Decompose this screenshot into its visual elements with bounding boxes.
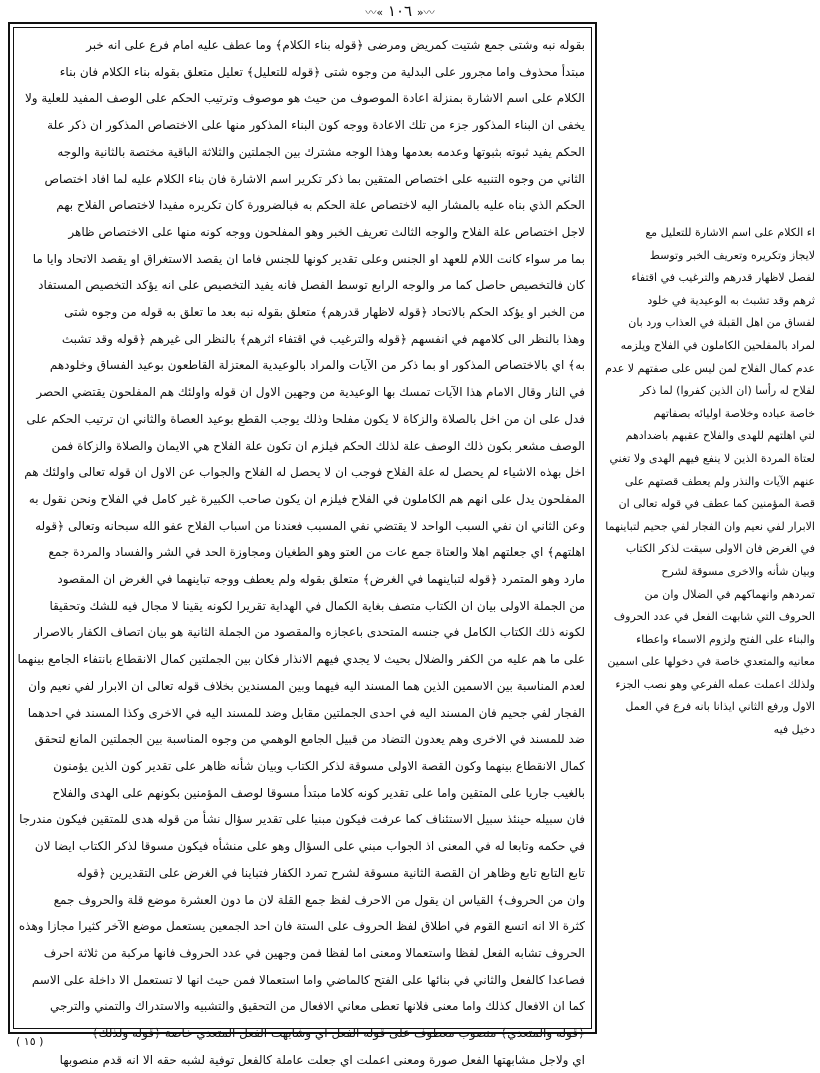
main-text-line: من الجملة الاولى بيان ان الكتاب متصف بغاية الكمال في الهداية تقريرا لكونه يقينا لا مجال فيه للشك وتحقيقا [49, 598, 585, 613]
main-text-line: ﴿قوله والمتعدي﴾ منصوب معطوف على قوله الفعل اي وشابهت الفعل المتعدي خاصة ﴿قوله ولذلك﴾ [91, 1026, 585, 1041]
main-text-line: المفلحون يدل على انهم هم الكاملون في الفلاح فيلزم ان يكون صاحب الكبيرة غير كامل في الفلاح ونحن نقول به [28, 491, 585, 506]
main-text-line: كان فالتخصيص حاصل كما مر والوجه الرابع توسط الفصل فانه يفيد التخصيص على انه يؤكد التخصيص المستفاد [38, 278, 585, 293]
main-text-line: مارد وهو المتمرد ﴿قوله لتباينهما في الغرض﴾ متعلق بقوله ولم يعطف ووجه تباينهما في الغرض ان المقصود [57, 572, 585, 587]
marginal-text-line: لعتاة المردة الذين لا ينفع فيهم الهدى ولا تغني [609, 451, 815, 465]
main-text-line: ضد للمسند في الاخرى وهم يعدون التضاد من قبيل الجامع الوهمي من وجوه المناسبة بين الجملتين المانع لتحقق [34, 732, 585, 747]
main-text-line: من الخبر او يؤكد الحكم بالاتحاد ﴿قوله لاظهار قدرهم﴾ متعلق بقوله نبه بعد ما تعلق به قوله من وجوه شتى [64, 305, 585, 320]
marginal-text-line: الابرار لفي نعيم وان الفجار لفي جحيم لتباينهما [605, 519, 815, 533]
page-number [340, 0, 460, 22]
main-text-line: لكونه ذلك الكتاب الكامل في جنسه المتحدى باعجازه والمقصود من الجملة الثانية هو بيان اتصاف الكفار بالاصرار [33, 625, 585, 640]
main-text-line: الثاني من وجوه التنبيه على اختصاص المتقين بما ذكر تكرير اسم الاشارة فان بناء الكلام عليه لما افاد اختصاص [44, 171, 585, 186]
footer-signature-mark: ( ١٥ ) [16, 1035, 44, 1048]
main-text-line: اي ولاجل مشابهتها الفعل صورة ومعنى اعملت اي جعلت عاملة كالفعل توفية لشبه حقه الا انه قدم منصوبها [59, 1052, 585, 1067]
main-text-line: الفجار لفي جحيم فان المسند اليه في احدى الجملتين مقابل وضد للمسند اليه في الاخرى وكذا المسند في احدهما [27, 705, 585, 720]
main-text-line: الحكم يفيد ثبوته بثبوتها وعدمه بعدمها وهذا الوجه مشترك بين الجملتين والثلاثة الباقية مختصة بالثانية والوجه [57, 144, 585, 159]
marginal-text-line: تمردهم وانهماكهم في الضلال وان من [644, 587, 815, 601]
main-text-line: بالغيب جاريا على المتقين واما على تقدير كونه كلاما مبتدأ مسوقا لوصف المؤمنين بكونهم على الهدى والفلاح [52, 785, 585, 800]
main-text-line: وهذا بالنظر الى كلامهم في انفسهم ﴿قوله والترغيب في اقتفاء اثرهم﴾ بالنظر الى غيرهم ﴿قوله وقد تشبث [61, 331, 585, 346]
main-text-line: اهلتهم﴾ اي جعلتهم اهلا والعتاة جمع عات من العتو وهو الطغيان ومجاوزة الحد في الشر والفساد والمردة جمع [48, 545, 585, 560]
main-text-line: وعن الثاني ان نفي السبب الواحد لا يقتضي نفي المسبب فعندنا من اسباب الفلاح عفو الله سبحانه وتعالى ﴿قوله [35, 518, 585, 533]
main-text-line: فان سبيله حينئذ سبيل الاستئناف كما عرفت فيكون مبنيا على تقدير سؤال نشأ من قوله هدى للمتقين فيكون مندرجا [19, 812, 585, 827]
marginal-text-line: دخيل فيه [773, 723, 815, 737]
marginal-text-line: اء الكلام على اسم الاشارة للتعليل مع [645, 226, 815, 239]
marginal-text-line: في الغرض فان الاولى سيقت لذكر الكتاب [625, 542, 815, 556]
marginal-text-line: لمراد بالمفلحين الكاملون في الفلاح ويلزمه [620, 338, 815, 352]
main-commentary-text [14, 28, 591, 1073]
marginal-text-line: لفصل لاظهار قدرهم والترغيب في اقتفاء [631, 271, 815, 285]
marginal-text-line: لايجاز وتكريره وتعريف الخبر وتوسط [649, 248, 815, 262]
marginal-text-line: وبيان شأنه والاخرى مسوقة لشرح [661, 564, 815, 578]
marginal-text-line: ولذلك اعملت عمله الفرعي وهو نصب الجزء [615, 677, 815, 691]
marginal-text-line: لتي اهلتهم للهدى والفلاح عقبهم باضدادهم [625, 429, 815, 443]
main-text-line: وان من الحروف﴾ القياس ان يقول من الاحرف لفظ جمع القلة لان ما دون العشرة موضع قلة والحروف جمع [53, 892, 585, 907]
main-text-line: كمال الانقطاع بينهما وكون القصة الاولى مسوقة لذكر الكتاب وبيان شأنه ظاهر على تقدير كون الذين يؤمنون [53, 758, 585, 773]
marginal-text-line: لفساق من اهل القبلة في العذاب ورد بان [628, 316, 815, 330]
main-text-line: كثرة الا انه اتسع القوم في اطلاق لفظ الحروف على الستة فان احد الجمعين يستعمل موضع الآخر كثيرا مجازا وهذه [18, 919, 585, 934]
main-text-line: لعدم المناسبة بين الاسمين الذين هما المسند اليه فيهما وبين المسندين بخلاف قوله تعالى ان الابرار لفي نعيم وان [28, 678, 585, 693]
marginal-text-line: عنهم الآيات والنذر ولم يعطف قصتهم على [624, 474, 815, 488]
main-text-line: بقوله نبه وشتى جمع شتيت كمريض ومرضى ﴿قوله بناء الكلام﴾ وما عطف عليه امام فرع على انه خبر [86, 38, 585, 52]
marginal-text-line: ثرهم وقد تشبث به الوعيدية في خلود [647, 293, 815, 307]
marginal-text-line: الاول ورفع الثاني ايذانا بانه فرع في العمل [625, 700, 815, 714]
main-text-line: على ما هم عليه من الكفر والضلال بحيث لا يجدي فيهم الانذار فكان بين الجملتين كمال الانقطاع بانتفاء الجامع بينهما [17, 652, 585, 667]
main-text-line: الحكم الذي بناه عليه بالمشار اليه لاختصاص علة الحكم به فبالضرورة كان تكريره مفيدا لاختصاص الفلاح بهم [56, 198, 585, 213]
main-text-line: في حكمه وتابعا له في المعنى اذ الجواب مبني على السؤال وهو على منشأه فيكون مسوقا لذكر الكتاب ايضا لان [34, 839, 585, 854]
main-text-line: تابع التابع تابع وظاهر ان القصة الثانية مسوقة لشرح تمرد الكفار فتباينا في الغرض على التقديرين ﴿قوله [76, 865, 585, 880]
main-text-line: به﴾ اي بالاختصاص المذكور او بما ذكر من الآيات والمراد بالوعيدية المعتزلة القاطعون بوعيد الفساق وخلودهم [49, 358, 585, 373]
marginal-text [603, 222, 815, 742]
marginal-text-line: معانيه والمتعدي خاصة في دخولها على اسمين [607, 655, 815, 669]
main-text-line: الحروف تشابه الفعل لفظا واستعمالا ومعنى اما لفظا فمن وجهين في عدد الحروف فانها مركبة من ثلاثة احرف [43, 945, 585, 960]
main-text-line: اخل بهذه الاشياء لم يحصل له علة الفلاح فوجب ان لا يحصل له الفلاح والجواب عن الاول ان قوله تعالى واولئك هم [24, 465, 585, 480]
marginal-text-line: الحروف التي شابهت الفعل في عدد الحروف [613, 610, 815, 624]
main-text-line: فصاعدا كالفعل والثاني في بنائها على الفتح كالماضي واما استعمالا فمن حيث انها لا تستعمل الا داخلة على الاسم [31, 972, 585, 987]
marginal-text-line: خاصة عباده وخلاصة اوليائه بصفاتهم [653, 406, 815, 420]
main-text-line: بما مر سواء كانت اللام للعهد او الجنس وعلى تقدير كونها للجنس فاما ان يقصد الاستغراق او يقصد الاتحاد وايا ما [32, 251, 585, 266]
main-text-line: في النار وقال الامام هذا الآيات تمسك بها الوعيدية من وجهين الاول ان قوله واولئك هم المفلحون يقتضي الحصر [36, 385, 585, 400]
main-text-line: مبتدأ محذوف واما مجرور على البدلية من وجوه شتى ﴿قوله للتعليل﴾ تعليل متعلق بقوله بناء الكلام فان بناء [59, 64, 585, 79]
page-number-value: ١٠٦ [387, 2, 413, 20]
marginal-text-line: والبناء على الفتح ولزوم الاسماء واعطاء [636, 632, 815, 646]
main-text-line: الوصف مشعر بكون ذلك الوصف علة لذلك الحكم فيلزم ان تكون علة الفلاح هي الايمان والصلاة والزكاة فمن [51, 438, 585, 453]
main-text-line: فدل على ان من اخل بالصلاة والزكاة لا يكون مفلحا وذلك يوجب القطع بوعيد العصاة والثاني ان ترتيب الحكم على [26, 411, 585, 426]
main-text-line: لاجل اختصاص علة الفلاح والوجه الثالث تعريف الخبر وهو المفلحون ووجه كونه منها على الاختصاص ظاهر [68, 224, 585, 239]
ornament-left: 〰« [365, 6, 384, 19]
marginal-text-line: لفلاح له رأسا (ان الذين كفروا) لما ذكر [639, 384, 815, 398]
marginal-text-line: قصة المؤمنين كما عطف في قوله تعالى ان [618, 497, 815, 511]
ornament-right: »〰 [416, 6, 435, 19]
marginal-text-line: عدم كمال الفلاح لمن ليس على صفتهم لا عدم [605, 361, 815, 375]
main-text-line: كما ان الافعال كذلك واما معنى فلانها تعطى معاني الافعال من التحقيق والتشبيه والاستدراك والتمني والترجي [49, 999, 585, 1014]
main-text-line: يخفى ان البناء المذكور جزء من تلك الاعادة ووجه كون البناء المذكور منها على الاختصاص المذكور ان ذكر علة [47, 118, 585, 133]
main-text-line: الكلام على اسم الاشارة بمنزلة اعادة الموصوف من حيث هو موصوف وترتيب الحكم على الوصف المفيد للعلية ولا [24, 91, 585, 106]
